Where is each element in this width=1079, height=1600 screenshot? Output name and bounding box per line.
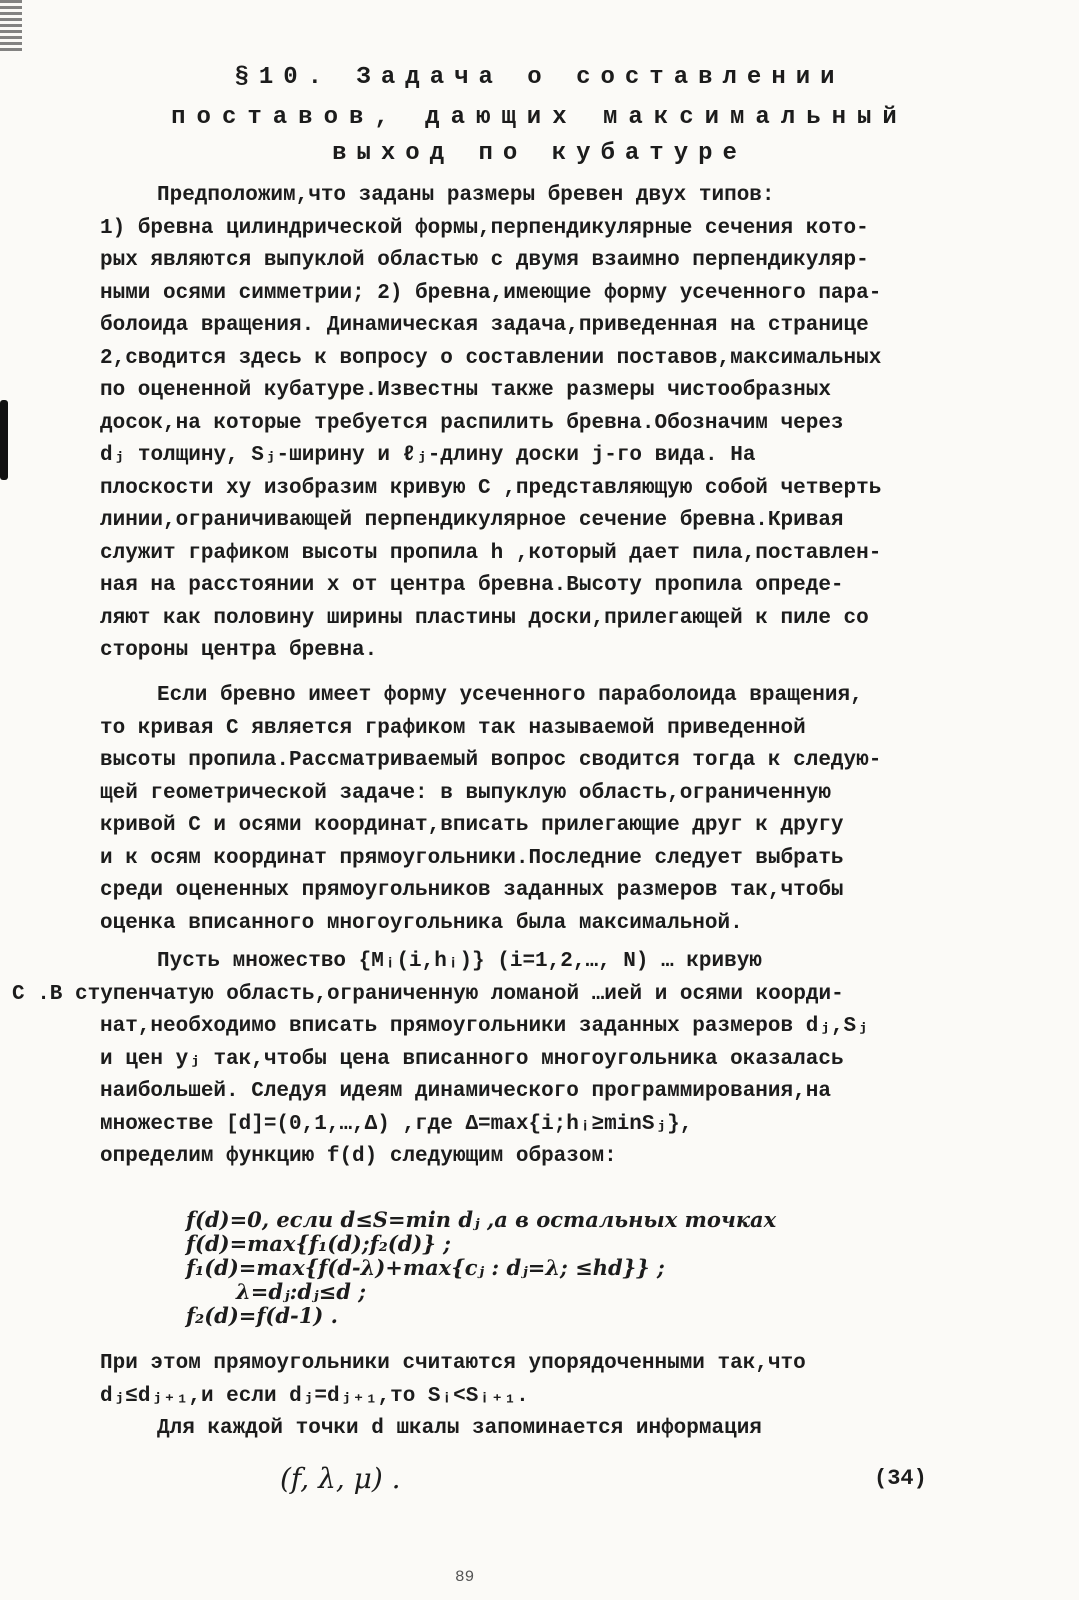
text-line: dⱼ толщину, Sⱼ-ширину и ℓⱼ-длину доски j-го вида. На bbox=[100, 444, 756, 467]
text-line: и к осям координат прямоугольники.Последние следует выбрать bbox=[100, 846, 844, 870]
text-line: множестве [d]=(0,1,…,Δ) ,где Δ=max{i;hᵢ≥minSⱼ}, bbox=[100, 1112, 693, 1136]
text-line: то кривая C является графиком так называемой приведенной bbox=[100, 716, 806, 740]
text-line: высоты пропила.Рассматриваемый вопрос сводится тогда к следую- bbox=[100, 749, 882, 772]
section-title-line-2: поставов, дающих максимальный bbox=[171, 104, 908, 131]
text-line: болоида вращения. Динамическая задача,приведенная на странице bbox=[100, 314, 869, 337]
formula-line: f₂(d)=f(d-1) . bbox=[186, 1303, 338, 1328]
info-tuple: (f, λ, μ) . bbox=[280, 1462, 401, 1495]
text-line: плоскости xy изобразим кривую C ,представляющую собой четверть bbox=[100, 476, 882, 500]
section-title-line-3: выход по кубатуре bbox=[332, 140, 747, 167]
text-line: щей геометрической задаче: в выпуклую область,ограниченную bbox=[100, 781, 831, 805]
text-line: ная на расстоянии x от центра бревна.Высоту пропила опреде- bbox=[100, 574, 844, 597]
scan-corner-mark bbox=[0, 0, 22, 52]
equation-number: (34) bbox=[874, 1466, 927, 1491]
section-title-line-1: §10. Задача о составлении bbox=[234, 64, 845, 91]
formula-line: f(d)=max{f₁(d);f₂(d)} ; bbox=[186, 1231, 451, 1256]
text-line: 2,сводится здесь к вопросу о составлении поставов,максимальных bbox=[100, 346, 882, 370]
paragraph-1 bbox=[100, 180, 1035, 668]
text-line: ными осями симметрии; 2) бревна,имеющие форму усеченного пара- bbox=[100, 281, 882, 305]
text-line: оценка вписанного многоугольника была максимальной. bbox=[100, 911, 743, 935]
page-number: 89 bbox=[455, 1568, 475, 1586]
scan-edge-mark bbox=[0, 400, 8, 480]
formula-block bbox=[186, 1208, 1036, 1328]
paragraph-2 bbox=[100, 680, 1035, 940]
text-line: стороны центра бревна. bbox=[100, 639, 378, 662]
text-line: Для каждой точки d шкалы запоминается информация bbox=[157, 1417, 762, 1440]
formula-line: λ=dⱼ:dⱼ≤d ; bbox=[236, 1279, 366, 1304]
closing-paragraph bbox=[100, 1348, 1035, 1446]
text-line: C .В ступенчатую область,ограниченную ломаной …ией и осями коорди- bbox=[12, 982, 844, 1006]
text-line: кривой C и осями координат,вписать прилегающие друг к другу bbox=[100, 814, 844, 837]
text-line: линии,ограничивающей перпендикулярное сечение бревна.Кривая bbox=[100, 509, 844, 532]
paragraph-3 bbox=[12, 946, 1035, 1174]
text-line: служит графиком высоты пропила h ,который дает пила,поставлен- bbox=[100, 541, 882, 565]
text-line: и цен yⱼ так,чтобы цена вписанного многоугольника оказалась bbox=[100, 1047, 844, 1071]
text-line: Предположим,что заданы размеры бревен двух типов: bbox=[157, 184, 775, 207]
text-line: по оцененной кубатуре.Известны также размеры чистообразных bbox=[100, 379, 831, 402]
text-line: Если бревно имеет форму усеченного параболоида вращения, bbox=[157, 684, 863, 707]
formula-line: f₁(d)=max{f(d-λ)+max{cⱼ : dⱼ=λ; ≤hd}} ; bbox=[186, 1255, 665, 1280]
text-line: При этом прямоугольники считаются упорядоченными так,что bbox=[100, 1352, 806, 1375]
text-line: досок,на которые требуется распилить бревна.Обозначим через bbox=[100, 411, 844, 435]
text-line: нат,необходимо вписать прямоугольники заданных размеров dⱼ,Sⱼ bbox=[100, 1015, 869, 1038]
text-line: 1) бревна цилиндрической формы,перпендикулярные сечения кото- bbox=[100, 216, 869, 240]
text-line: определим функцию f(d) следующим образом: bbox=[100, 1145, 617, 1168]
text-line: наибольшей. Следуя идеям динамического программирования,на bbox=[100, 1080, 831, 1103]
text-line: ляют как половину ширины пластины доски,прилегающей к пиле со bbox=[100, 606, 869, 630]
text-line: dⱼ≤dⱼ₊₁,и если dⱼ=dⱼ₊₁,то Sᵢ<Sᵢ₊₁. bbox=[100, 1384, 529, 1408]
formula-line: f(d)=0, если d≤S=min dⱼ ,а в остальных точках bbox=[186, 1207, 777, 1232]
text-line: рых являются выпуклой областью с двумя взаимно перпендикуляр- bbox=[100, 249, 869, 272]
text-line: среди оцененных прямоугольников заданных размеров так,чтобы bbox=[100, 879, 844, 902]
text-line: Пусть множество {Mᵢ(i,hᵢ)} (i=1,2,…, N) … кривую bbox=[157, 950, 762, 973]
